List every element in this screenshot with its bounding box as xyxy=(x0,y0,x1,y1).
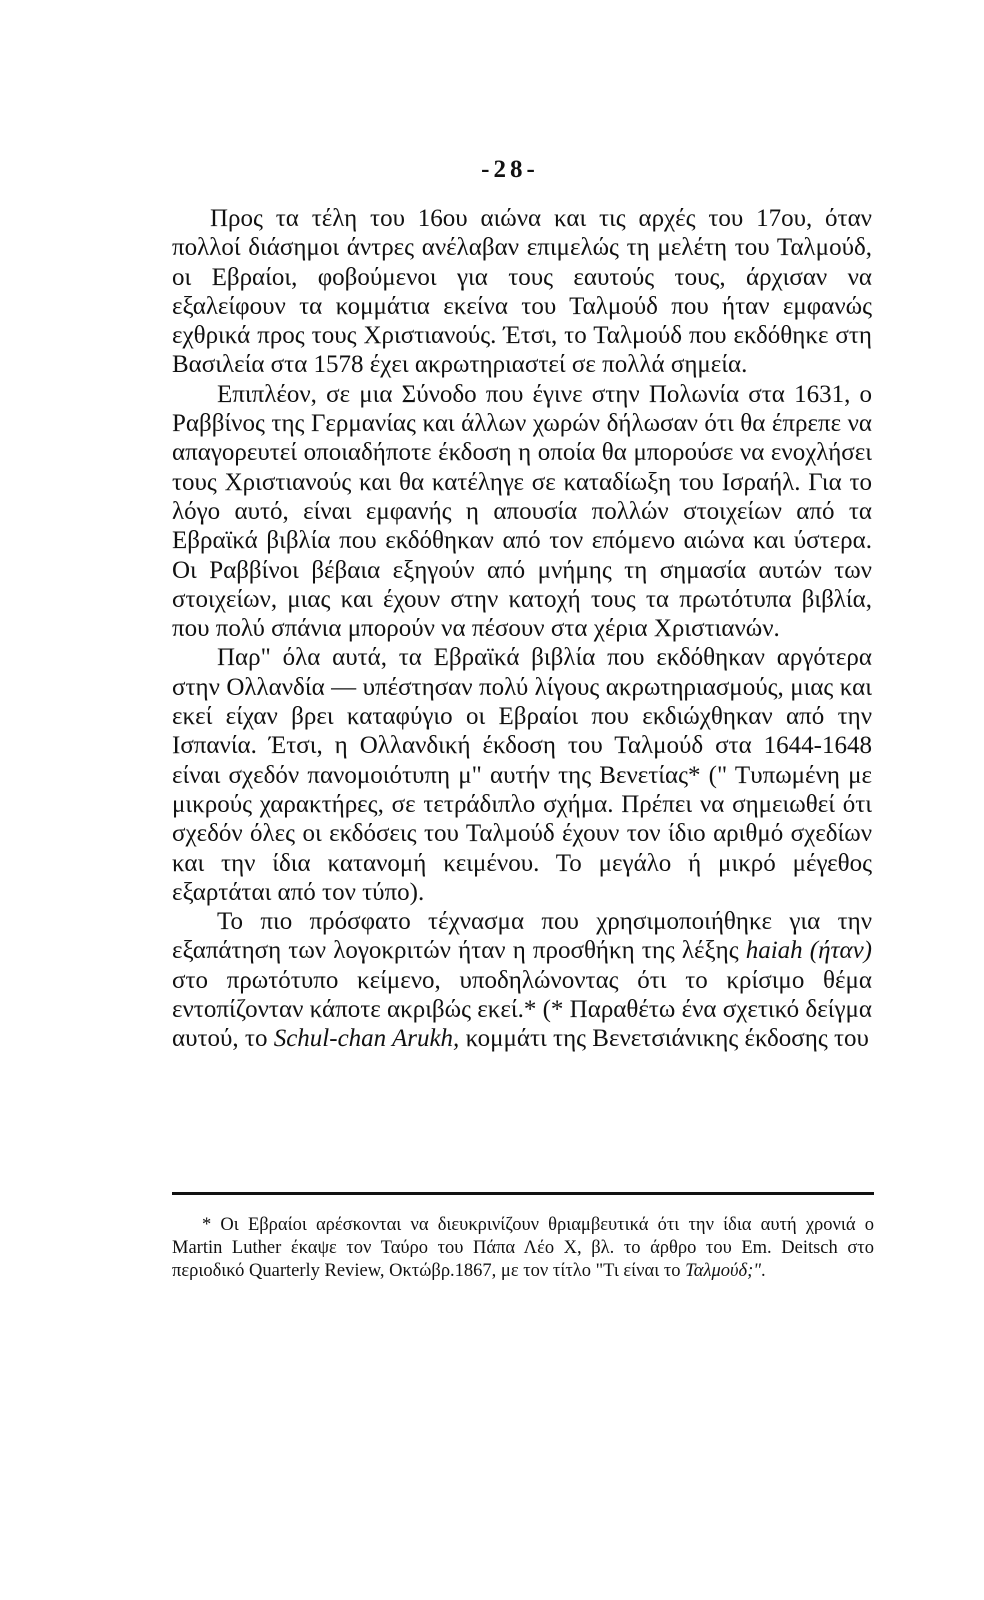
page-number: -28- xyxy=(481,156,539,183)
paragraph-4 xyxy=(172,907,872,1053)
italic-term-haiah: haiah (ήταν) xyxy=(745,937,872,965)
paragraph-4-part-2: στο πρωτότυπο κείμενο, υποδηλώνοντας ότι το κρίσιμο θέμα εντοπίζονταν κάποτε ακριβώς εκεί.* (* Παραθέτω ένα σχετικό δείγμα αυτού, το xyxy=(172,966,872,1053)
footnote-text: * Οι Εβραίοι αρέσκονται να διευκρινίζουν θριαμβευτικά ότι την ίδια αυτή χρονιά ο Martin Luther έκαψε τον Ταύρο του Πάπα Λέο Χ, βλ. το άρθρο του Em. Deitsch στο περιοδικό Quarterly Review, Οκτώβρ.1867, με τον τίτλο "Τι είναι το xyxy=(172,1215,874,1281)
paragraph-4-part-3: κομμάτι της Βενετσιάνικης έκδοσης του xyxy=(459,1025,869,1053)
main-text xyxy=(172,204,872,1054)
paragraph-4-part-1: Το πιο πρόσφατο τέχνασμα που χρησιμοποιήθηκε για την εξαπάτηση των λογοκριτών ήταν η προσθήκη της λέξης xyxy=(172,908,872,965)
footnote xyxy=(172,1214,874,1283)
paragraph-1: Προς τα τέλη του 16ου αιώνα και τις αρχές του 17ου, όταν πολλοί διάσημοι άντρες ανέλαβαν επιμελώς τη μελέτη του Ταλμούδ, οι Εβραίοι, φοβούμενοι για τους εαυτούς τους, άρχισαν να εξαλείφουν τα κομμάτια εκείνα του Ταλμούδ που ήταν εμφανώς εχθρικά προς τους Χριστιανούς. Έτσι, το Ταλμούδ που εκδόθηκε στη Βασιλεία στα 1578 έχει ακρωτηριαστεί σε πολλά σημεία. xyxy=(172,205,872,379)
paragraph-2: Επιπλέον, σε μια Σύνοδο που έγινε στην Πολωνία στα 1631, ο Ραββίνος της Γερμανίας και άλλων χωρών δήλωσαν ότι θα έπρεπε να απαγορευτεί οποιαδήποτε έκδοση η οποία θα μπορούσε να ενοχλήσει τους Χριστιανούς και θα κατέληγε σε καταδίωξη του Ισραήλ. Για το λόγο αυτό, είναι εμφανής η απουσία πολλών στοιχείων από τα Εβραϊκά βιβλία που εκδόθηκαν από τον επόμενο αιώνα και ύστερα. Οι Ραββίνοι βέβαια εξηγούν από μνήμης τη σημασία αυτών των στοιχείων, μιας και έχουν στην κατοχή τους τα πρωτότυπα βιβλία, που πολύ σπάνια μπορούν να πέσουν στα χέρια Χριστιανών. xyxy=(172,380,872,643)
paragraph-3: Παρ" όλα αυτά, τα Εβραϊκά βιβλία που εκδόθηκαν αργότερα στην Ολλανδία — υπέστησαν πολύ λίγους ακρωτηριασμούς, μιας και εκεί είχαν βρει καταφύγιο οι Εβραίοι που εκδιώχθηκαν από την Ισπανία. Έτσι, η Ολλανδική έκδοση του Ταλμούδ στα 1644-1648 είναι σχεδόν πανομοιότυπη μ" αυτήν της Βενετίας* (" Τυπωμένη με μικρούς χαρακτήρες, σε τετράδιπλο σχήμα. Πρέπει να σημειωθεί ότι σχεδόν όλες οι εκδόσεις του Ταλμούδ έχουν τον ίδιο αριθμό σχεδίων και την ίδια κατανομή κειμένου. Το μεγάλο ή μικρό μέγεθος εξαρτάται από τον τύπο). xyxy=(172,644,872,906)
footnote-italic-title: Ταλμούδ;" xyxy=(685,1261,762,1281)
footnote-end: . xyxy=(761,1261,766,1281)
footnote-divider xyxy=(172,1192,874,1195)
italic-term-schulchan-arukh: Schul-chan Arukh, xyxy=(273,1025,460,1053)
